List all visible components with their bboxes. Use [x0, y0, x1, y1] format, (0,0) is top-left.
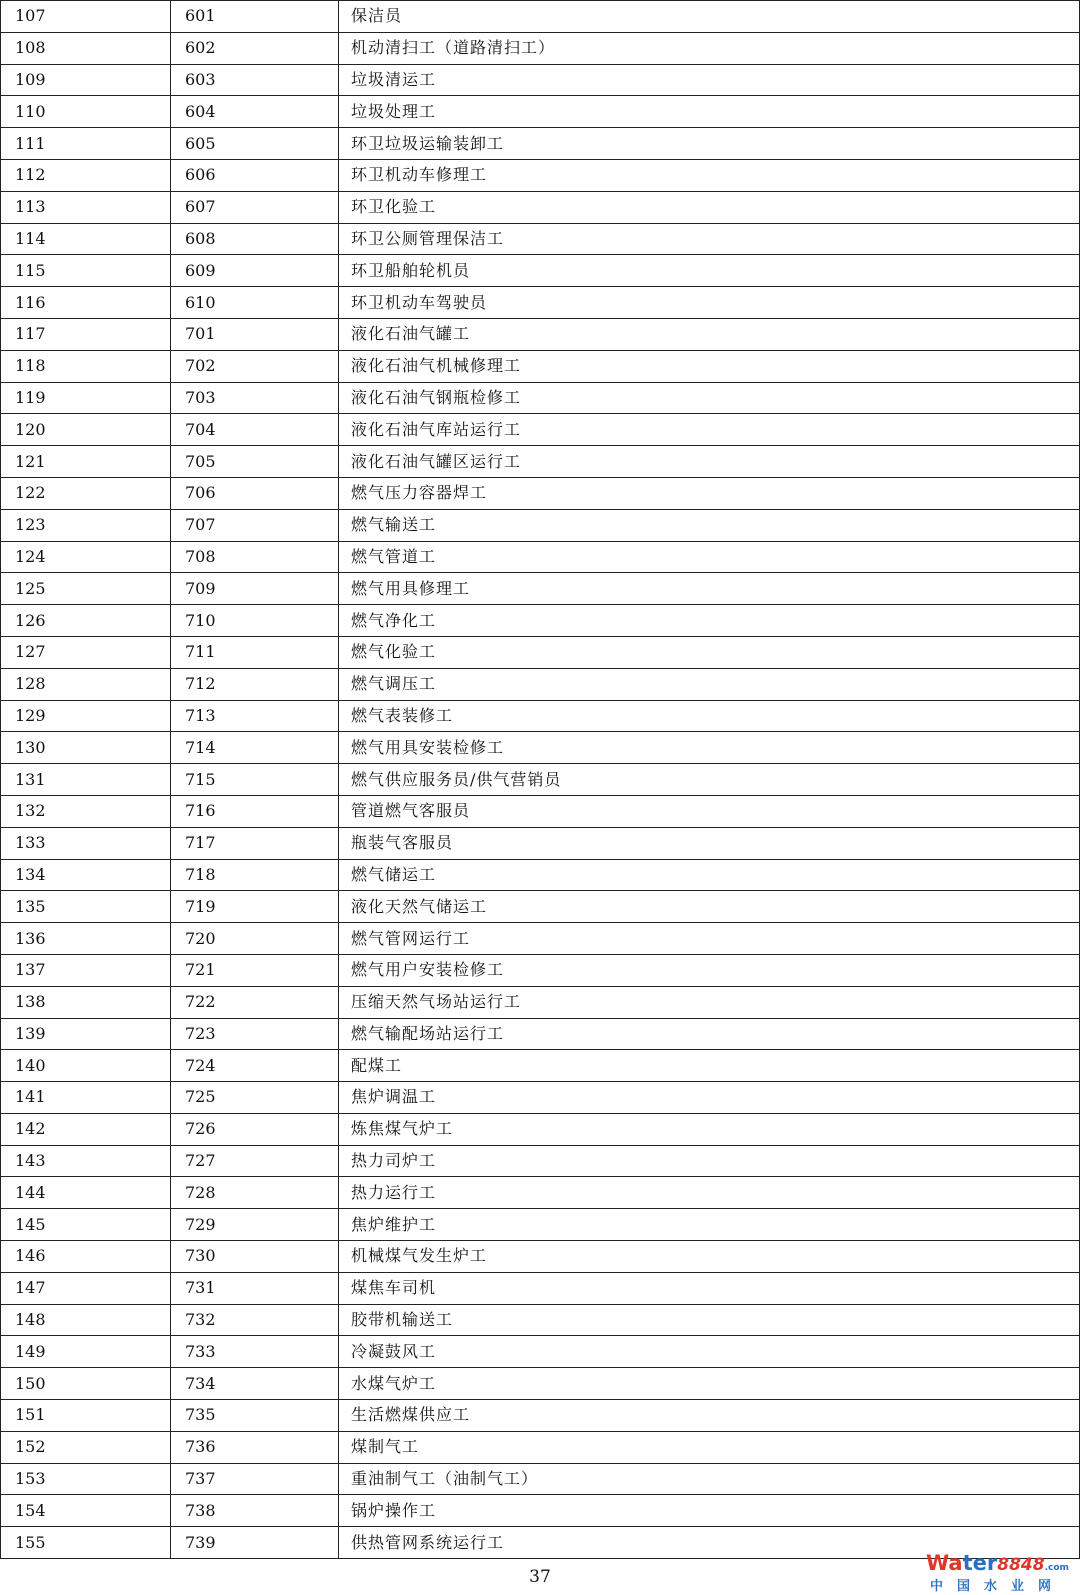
- code-cell: 706: [171, 477, 339, 509]
- table-body: [1, 1, 1080, 1559]
- occupation-name-cell: 燃气化验工: [339, 636, 1080, 668]
- table-row: [1, 382, 1080, 414]
- row-number-cell: 149: [1, 1336, 171, 1368]
- row-number-cell: 143: [1, 1145, 171, 1177]
- table-row: [1, 1050, 1080, 1082]
- row-number-cell: 141: [1, 1082, 171, 1114]
- code-cell: 712: [171, 668, 339, 700]
- table-row: [1, 1527, 1080, 1559]
- row-number-cell: 144: [1, 1177, 171, 1209]
- table-row: [1, 923, 1080, 955]
- row-number-cell: 140: [1, 1050, 171, 1082]
- occupation-name-cell: 燃气输送工: [339, 509, 1080, 541]
- table-row: [1, 477, 1080, 509]
- occupation-name-cell: 燃气供应服务员/供气营销员: [339, 764, 1080, 796]
- row-number-cell: 133: [1, 827, 171, 859]
- occupation-name-cell: 燃气表装修工: [339, 700, 1080, 732]
- table-row: [1, 1145, 1080, 1177]
- row-number-cell: 134: [1, 859, 171, 891]
- table-row: [1, 1018, 1080, 1050]
- row-number-cell: 155: [1, 1527, 171, 1559]
- occupation-name-cell: 机械煤气发生炉工: [339, 1241, 1080, 1273]
- occupation-name-cell: 液化天然气储运工: [339, 891, 1080, 923]
- row-number-cell: 127: [1, 636, 171, 668]
- table-row: [1, 605, 1080, 637]
- code-cell: 603: [171, 64, 339, 96]
- row-number-cell: 126: [1, 605, 171, 637]
- table-row: [1, 859, 1080, 891]
- table-row: [1, 159, 1080, 191]
- occupation-name-cell: 瓶装气客服员: [339, 827, 1080, 859]
- row-number-cell: 120: [1, 414, 171, 446]
- code-cell: 737: [171, 1463, 339, 1495]
- table-row: [1, 32, 1080, 64]
- code-cell: 702: [171, 350, 339, 382]
- wordmark-part-a: Wa: [926, 1551, 963, 1575]
- table-row: [1, 986, 1080, 1018]
- table-row: [1, 96, 1080, 128]
- table-row: [1, 1082, 1080, 1114]
- row-number-cell: 109: [1, 64, 171, 96]
- occupation-name-cell: 垃圾清运工: [339, 64, 1080, 96]
- row-number-cell: 136: [1, 923, 171, 955]
- row-number-cell: 110: [1, 96, 171, 128]
- table-row: [1, 1336, 1080, 1368]
- occupation-name-cell: 压缩天然气场站运行工: [339, 986, 1080, 1018]
- row-number-cell: 152: [1, 1431, 171, 1463]
- occupation-name-cell: 燃气储运工: [339, 859, 1080, 891]
- table-row: [1, 827, 1080, 859]
- occupation-name-cell: 环卫公厕管理保洁工: [339, 223, 1080, 255]
- code-cell: 736: [171, 1431, 339, 1463]
- occupation-name-cell: 重油制气工（油制气工）: [339, 1463, 1080, 1495]
- code-cell: 608: [171, 223, 339, 255]
- occupation-name-cell: 液化石油气罐区运行工: [339, 446, 1080, 478]
- row-number-cell: 118: [1, 350, 171, 382]
- code-cell: 739: [171, 1527, 339, 1559]
- table-row: [1, 1113, 1080, 1145]
- watermark-wordmark: [926, 1551, 1069, 1579]
- row-number-cell: 116: [1, 287, 171, 319]
- code-cell: 707: [171, 509, 339, 541]
- occupation-name-cell: 煤焦车司机: [339, 1272, 1080, 1304]
- table-row: [1, 1368, 1080, 1400]
- code-cell: 726: [171, 1113, 339, 1145]
- code-cell: 720: [171, 923, 339, 955]
- code-cell: 735: [171, 1400, 339, 1432]
- row-number-cell: 125: [1, 573, 171, 605]
- occupation-name-cell: 锅炉操作工: [339, 1495, 1080, 1527]
- row-number-cell: 121: [1, 446, 171, 478]
- row-number-cell: 132: [1, 795, 171, 827]
- occupation-name-cell: 热力司炉工: [339, 1145, 1080, 1177]
- code-cell: 732: [171, 1304, 339, 1336]
- code-cell: 730: [171, 1241, 339, 1273]
- code-cell: 705: [171, 446, 339, 478]
- table-row: [1, 891, 1080, 923]
- table-row: [1, 350, 1080, 382]
- code-cell: 721: [171, 954, 339, 986]
- table-row: [1, 764, 1080, 796]
- occupation-name-cell: 燃气用具安装检修工: [339, 732, 1080, 764]
- code-cell: 604: [171, 96, 339, 128]
- table-row: [1, 318, 1080, 350]
- occupation-name-cell: 保洁员: [339, 1, 1080, 33]
- row-number-cell: 112: [1, 159, 171, 191]
- row-number-cell: 135: [1, 891, 171, 923]
- code-cell: 734: [171, 1368, 339, 1400]
- table-row: [1, 1177, 1080, 1209]
- occupation-name-cell: 液化石油气库站运行工: [339, 414, 1080, 446]
- occupation-name-cell: 煤制气工: [339, 1431, 1080, 1463]
- row-number-cell: 117: [1, 318, 171, 350]
- wordmark-part-b: ter: [962, 1551, 998, 1575]
- row-number-cell: 138: [1, 986, 171, 1018]
- code-cell: 711: [171, 636, 339, 668]
- table-row: [1, 1272, 1080, 1304]
- row-number-cell: 145: [1, 1209, 171, 1241]
- row-number-cell: 150: [1, 1368, 171, 1400]
- wordmark-part-c: 8848: [997, 1555, 1045, 1575]
- code-cell: 703: [171, 382, 339, 414]
- wordmark-part-d: .com: [1044, 1563, 1069, 1573]
- code-cell: 718: [171, 859, 339, 891]
- occupation-name-cell: 管道燃气客服员: [339, 795, 1080, 827]
- code-cell: 727: [171, 1145, 339, 1177]
- watermark-caption: 中国水业网: [930, 1579, 1066, 1594]
- occupation-name-cell: 垃圾处理工: [339, 96, 1080, 128]
- occupation-name-cell: 配煤工: [339, 1050, 1080, 1082]
- row-number-cell: 108: [1, 32, 171, 64]
- occupation-name-cell: 燃气管道工: [339, 541, 1080, 573]
- table-row: [1, 1209, 1080, 1241]
- row-number-cell: 151: [1, 1400, 171, 1432]
- occupation-name-cell: 环卫化验工: [339, 191, 1080, 223]
- occupation-name-cell: 液化石油气钢瓶检修工: [339, 382, 1080, 414]
- table-row: [1, 668, 1080, 700]
- row-number-cell: 124: [1, 541, 171, 573]
- table-row: [1, 1431, 1080, 1463]
- occupation-name-cell: 液化石油气罐工: [339, 318, 1080, 350]
- table-row: [1, 287, 1080, 319]
- table-row: [1, 1, 1080, 33]
- page-number: 37: [529, 1567, 551, 1587]
- occupation-name-cell: 水煤气炉工: [339, 1368, 1080, 1400]
- code-cell: 715: [171, 764, 339, 796]
- row-number-cell: 137: [1, 954, 171, 986]
- table-row: [1, 954, 1080, 986]
- table-row: [1, 541, 1080, 573]
- table-row: [1, 732, 1080, 764]
- code-cell: 717: [171, 827, 339, 859]
- table-row: [1, 191, 1080, 223]
- code-cell: 723: [171, 1018, 339, 1050]
- row-number-cell: 142: [1, 1113, 171, 1145]
- occupation-name-cell: 环卫机动车驾驶员: [339, 287, 1080, 319]
- table-row: [1, 1495, 1080, 1527]
- row-number-cell: 123: [1, 509, 171, 541]
- occupation-name-cell: 燃气输配场站运行工: [339, 1018, 1080, 1050]
- occupation-name-cell: 燃气用户安装检修工: [339, 954, 1080, 986]
- code-cell: 601: [171, 1, 339, 33]
- occupation-name-cell: 供热管网系统运行工: [339, 1527, 1080, 1559]
- occupation-name-cell: 炼焦煤气炉工: [339, 1113, 1080, 1145]
- occupation-name-cell: 燃气调压工: [339, 668, 1080, 700]
- table-row: [1, 795, 1080, 827]
- code-cell: 725: [171, 1082, 339, 1114]
- row-number-cell: 153: [1, 1463, 171, 1495]
- table-row: [1, 700, 1080, 732]
- occupation-name-cell: 环卫机动车修理工: [339, 159, 1080, 191]
- occupation-name-cell: 胶带机输送工: [339, 1304, 1080, 1336]
- code-cell: 733: [171, 1336, 339, 1368]
- row-number-cell: 129: [1, 700, 171, 732]
- row-number-cell: 122: [1, 477, 171, 509]
- code-cell: 709: [171, 573, 339, 605]
- row-number-cell: 107: [1, 1, 171, 33]
- row-number-cell: 119: [1, 382, 171, 414]
- code-cell: 602: [171, 32, 339, 64]
- table-row: [1, 223, 1080, 255]
- table-row: [1, 636, 1080, 668]
- code-cell: 714: [171, 732, 339, 764]
- table-row: [1, 128, 1080, 160]
- row-number-cell: 139: [1, 1018, 171, 1050]
- table-row: [1, 1400, 1080, 1432]
- occupation-name-cell: 热力运行工: [339, 1177, 1080, 1209]
- code-cell: 609: [171, 255, 339, 287]
- occupation-name-cell: 冷凝鼓风工: [339, 1336, 1080, 1368]
- table-row: [1, 509, 1080, 541]
- table-row: [1, 1241, 1080, 1273]
- code-cell: 607: [171, 191, 339, 223]
- occupation-name-cell: 机动清扫工（道路清扫工）: [339, 32, 1080, 64]
- code-cell: 605: [171, 128, 339, 160]
- code-cell: 704: [171, 414, 339, 446]
- row-number-cell: 154: [1, 1495, 171, 1527]
- row-number-cell: 111: [1, 128, 171, 160]
- table-row: [1, 414, 1080, 446]
- occupation-name-cell: 生活燃煤供应工: [339, 1400, 1080, 1432]
- code-cell: 713: [171, 700, 339, 732]
- occupation-name-cell: 燃气净化工: [339, 605, 1080, 637]
- table-row: [1, 573, 1080, 605]
- table-row: [1, 446, 1080, 478]
- row-number-cell: 147: [1, 1272, 171, 1304]
- code-cell: 738: [171, 1495, 339, 1527]
- watermark-logo: [926, 1551, 1069, 1594]
- table-row: [1, 255, 1080, 287]
- code-cell: 724: [171, 1050, 339, 1082]
- code-cell: 701: [171, 318, 339, 350]
- row-number-cell: 146: [1, 1241, 171, 1273]
- code-cell: 728: [171, 1177, 339, 1209]
- occupation-name-cell: 燃气用具修理工: [339, 573, 1080, 605]
- row-number-cell: 114: [1, 223, 171, 255]
- code-cell: 606: [171, 159, 339, 191]
- row-number-cell: 130: [1, 732, 171, 764]
- code-cell: 722: [171, 986, 339, 1018]
- table-row: [1, 1463, 1080, 1495]
- occupation-name-cell: 环卫船舶轮机员: [339, 255, 1080, 287]
- occupation-name-cell: 环卫垃圾运输装卸工: [339, 128, 1080, 160]
- row-number-cell: 115: [1, 255, 171, 287]
- code-cell: 729: [171, 1209, 339, 1241]
- row-number-cell: 113: [1, 191, 171, 223]
- code-cell: 716: [171, 795, 339, 827]
- table-row: [1, 1304, 1080, 1336]
- row-number-cell: 131: [1, 764, 171, 796]
- row-number-cell: 128: [1, 668, 171, 700]
- row-number-cell: 148: [1, 1304, 171, 1336]
- code-cell: 710: [171, 605, 339, 637]
- occupation-name-cell: 液化石油气机械修理工: [339, 350, 1080, 382]
- code-cell: 719: [171, 891, 339, 923]
- code-cell: 610: [171, 287, 339, 319]
- occupation-name-cell: 燃气压力容器焊工: [339, 477, 1080, 509]
- code-cell: 708: [171, 541, 339, 573]
- table-row: [1, 64, 1080, 96]
- occupation-name-cell: 焦炉维护工: [339, 1209, 1080, 1241]
- occupation-name-cell: 焦炉调温工: [339, 1082, 1080, 1114]
- occupation-name-cell: 燃气管网运行工: [339, 923, 1080, 955]
- code-cell: 731: [171, 1272, 339, 1304]
